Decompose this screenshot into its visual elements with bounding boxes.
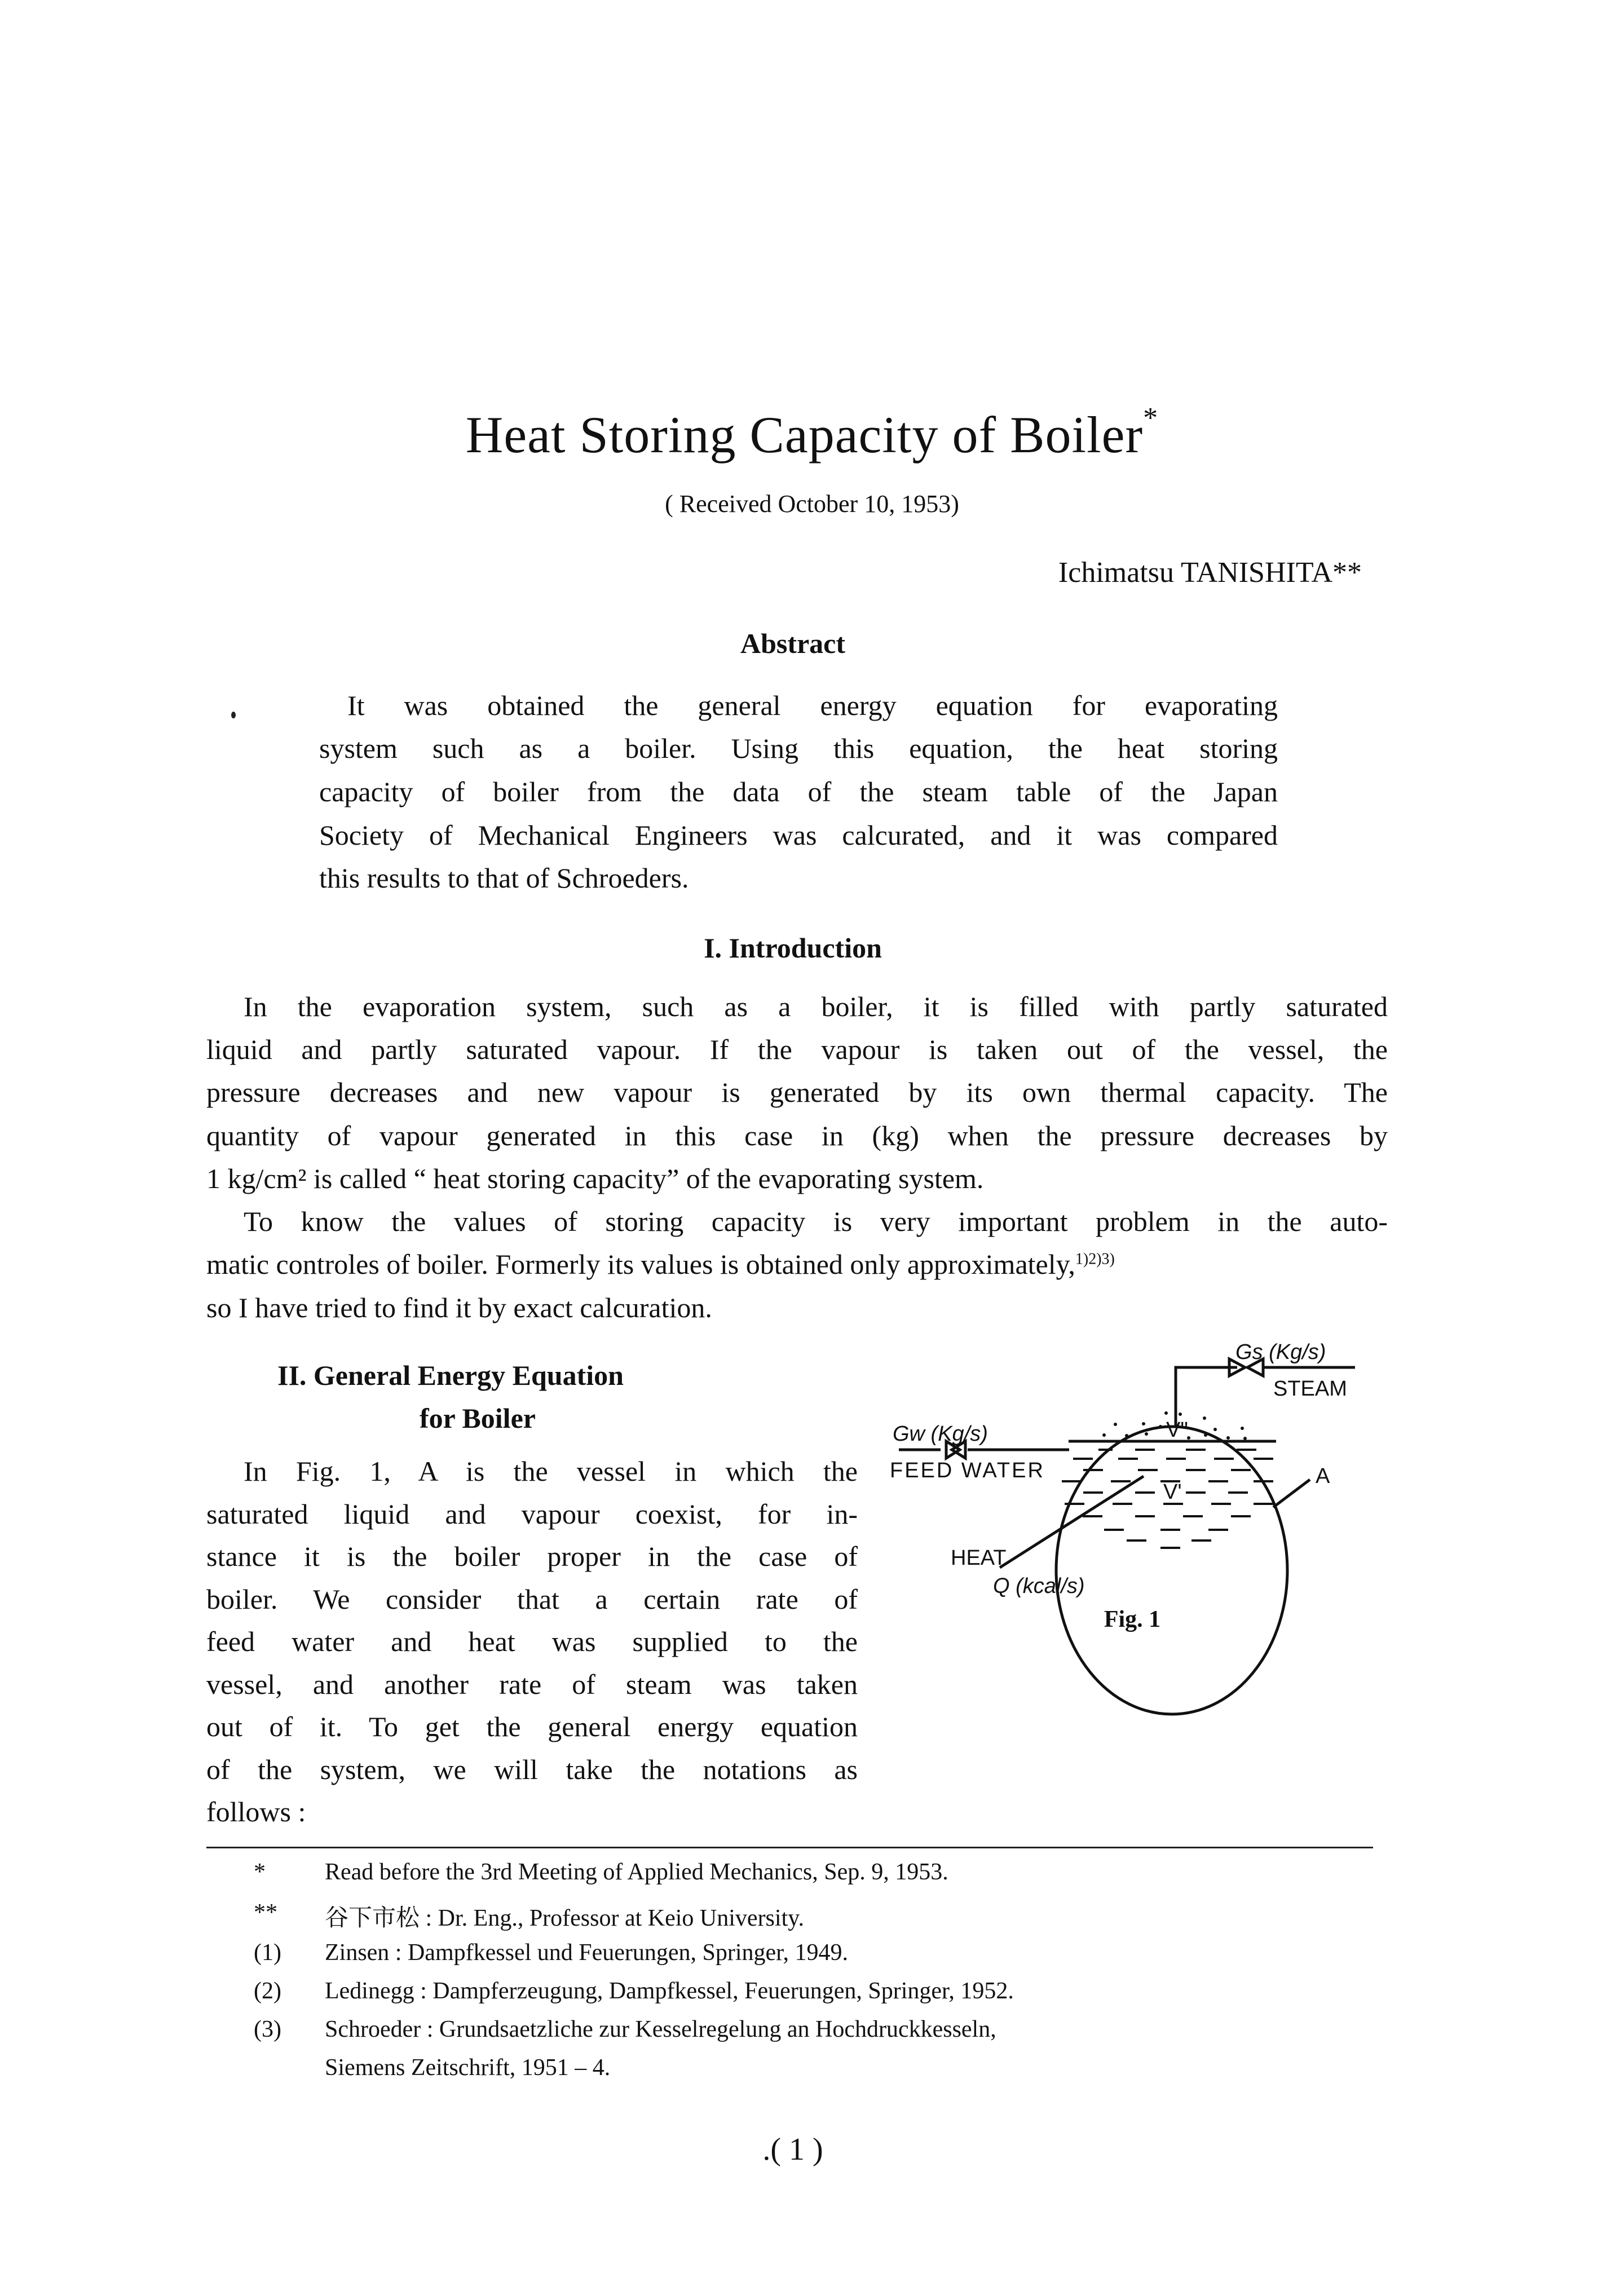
intro-line: quantity of vapour generated in this case in (kg) when the pressure decreases by <box>206 1120 1388 1151</box>
heat-input-line <box>1000 1476 1144 1568</box>
section2-line: out of it. To get the general energy equation <box>206 1711 858 1742</box>
vessel-leader-line <box>1273 1480 1310 1507</box>
footnote-text: Read before the 3rd Meeting of Applied Mechanics, Sep. 9, 1953. <box>325 1859 948 1885</box>
feed-flow-label: Gw (Kg/s) <box>893 1422 988 1446</box>
intro-line <box>206 1248 1388 1281</box>
heat-label: HEAT <box>951 1546 1007 1570</box>
section-heading-for-boiler: for Boiler <box>420 1402 536 1434</box>
author-name: Ichimatsu TANISHITA** <box>1058 557 1362 589</box>
title-footnote-mark: * <box>1143 402 1159 434</box>
footnote-mark: ** <box>254 1900 277 1926</box>
intro-line: In the evaporation system, such as a boiler, it is filled with partly saturated <box>244 991 1388 1022</box>
page-number: .( 1 ) <box>762 2132 823 2167</box>
footnote-text: 谷下市松 : Dr. Eng., Professor at Keio University. <box>325 1905 805 1931</box>
figure-1-boiler-diagram <box>879 1342 1386 1804</box>
footnote-text: Ledinegg : Dampferzeugung, Dampfkessel, Feuerungen, Springer, 1952. <box>325 1978 1014 2004</box>
footnote-text: Schroeder : Grundsaetzliche zur Kesselregelung an Hochdruckkesseln, <box>325 2016 996 2042</box>
section2-line: stance it is the boiler proper in the case of <box>206 1541 858 1572</box>
section2-line: of the system, we will take the notations as <box>206 1754 858 1785</box>
abstract-line: capacity of boiler from the data of the steam table of the Japan <box>319 776 1278 807</box>
intro-line: 1 kg/cm² is called “ heat storing capacity” of the evaporating system. <box>206 1163 984 1194</box>
section-heading-general-energy: II. General Energy Equation <box>277 1360 624 1391</box>
abstract-line: this results to that of Schroeders. <box>319 862 689 894</box>
scan-speck <box>231 712 236 718</box>
intro-line: pressure decreases and new vapour is generated by its own thermal capacity. The <box>206 1076 1388 1108</box>
abstract-line: system such as a boiler. Using this equation, the heat storing <box>319 732 1278 764</box>
section2-line: boiler. We consider that a certain rate of <box>206 1583 858 1615</box>
liquid-volume-label: V' <box>1163 1480 1182 1504</box>
intro-line: To know the values of storing capacity is very important problem in the auto- <box>244 1206 1388 1237</box>
section-heading-introduction: I. Introduction <box>704 932 882 964</box>
vapour-volume-label: V" <box>1166 1418 1188 1442</box>
footnote-mark: (1) <box>254 1940 281 1966</box>
footnote-text: Zinsen : Dampfkessel und Feuerungen, Springer, 1949. <box>325 1940 848 1966</box>
heat-flow-label: Q (kcal/s) <box>993 1574 1085 1598</box>
section2-line: vessel, and another rate of steam was taken <box>206 1669 858 1700</box>
abstract-line: It was obtained the general energy equation for evaporating <box>347 690 1278 721</box>
paper-title <box>0 402 1624 465</box>
intro-line-text: matic controles of boiler. Formerly its values is obtained only approximately, <box>206 1248 1075 1280</box>
abstract-line: Society of Mechanical Engineers was calcurated, and it was compared <box>319 819 1278 851</box>
figure-caption: Fig. 1 <box>1104 1606 1161 1632</box>
section2-line: feed water and heat was supplied to the <box>206 1626 858 1657</box>
vessel-label: A <box>1316 1464 1330 1488</box>
received-date: ( Received October 10, 1953) <box>665 490 959 518</box>
section2-line: follows : <box>206 1796 306 1828</box>
section2-line: saturated liquid and vapour coexist, for in- <box>206 1498 858 1530</box>
boiler-schematic <box>879 1342 1386 1804</box>
footnote-divider <box>206 1847 1373 1848</box>
footnote-text-continued: Siemens Zeitschrift, 1951 – 4. <box>325 2055 611 2081</box>
title-text: Heat Storing Capacity of Boiler <box>465 406 1144 464</box>
steam-flow-label: Gs (Kg/s) <box>1235 1342 1326 1364</box>
footnote-mark: (3) <box>254 2016 281 2042</box>
footnote-mark: * <box>254 1859 266 1885</box>
intro-line: liquid and partly saturated vapour. If the vapour is taken out of the vessel, the <box>206 1034 1388 1065</box>
steam-label: STEAM <box>1273 1377 1347 1401</box>
abstract-heading: Abstract <box>740 628 846 659</box>
footnote-mark: (2) <box>254 1978 281 2004</box>
section2-line: In Fig. 1, A is the vessel in which the <box>244 1455 858 1487</box>
intro-line: so I have tried to find it by exact calcuration. <box>206 1292 712 1323</box>
reference-superscript: 1)2)3) <box>1075 1250 1115 1268</box>
feed-water-label: FEED WATER <box>890 1459 1045 1482</box>
